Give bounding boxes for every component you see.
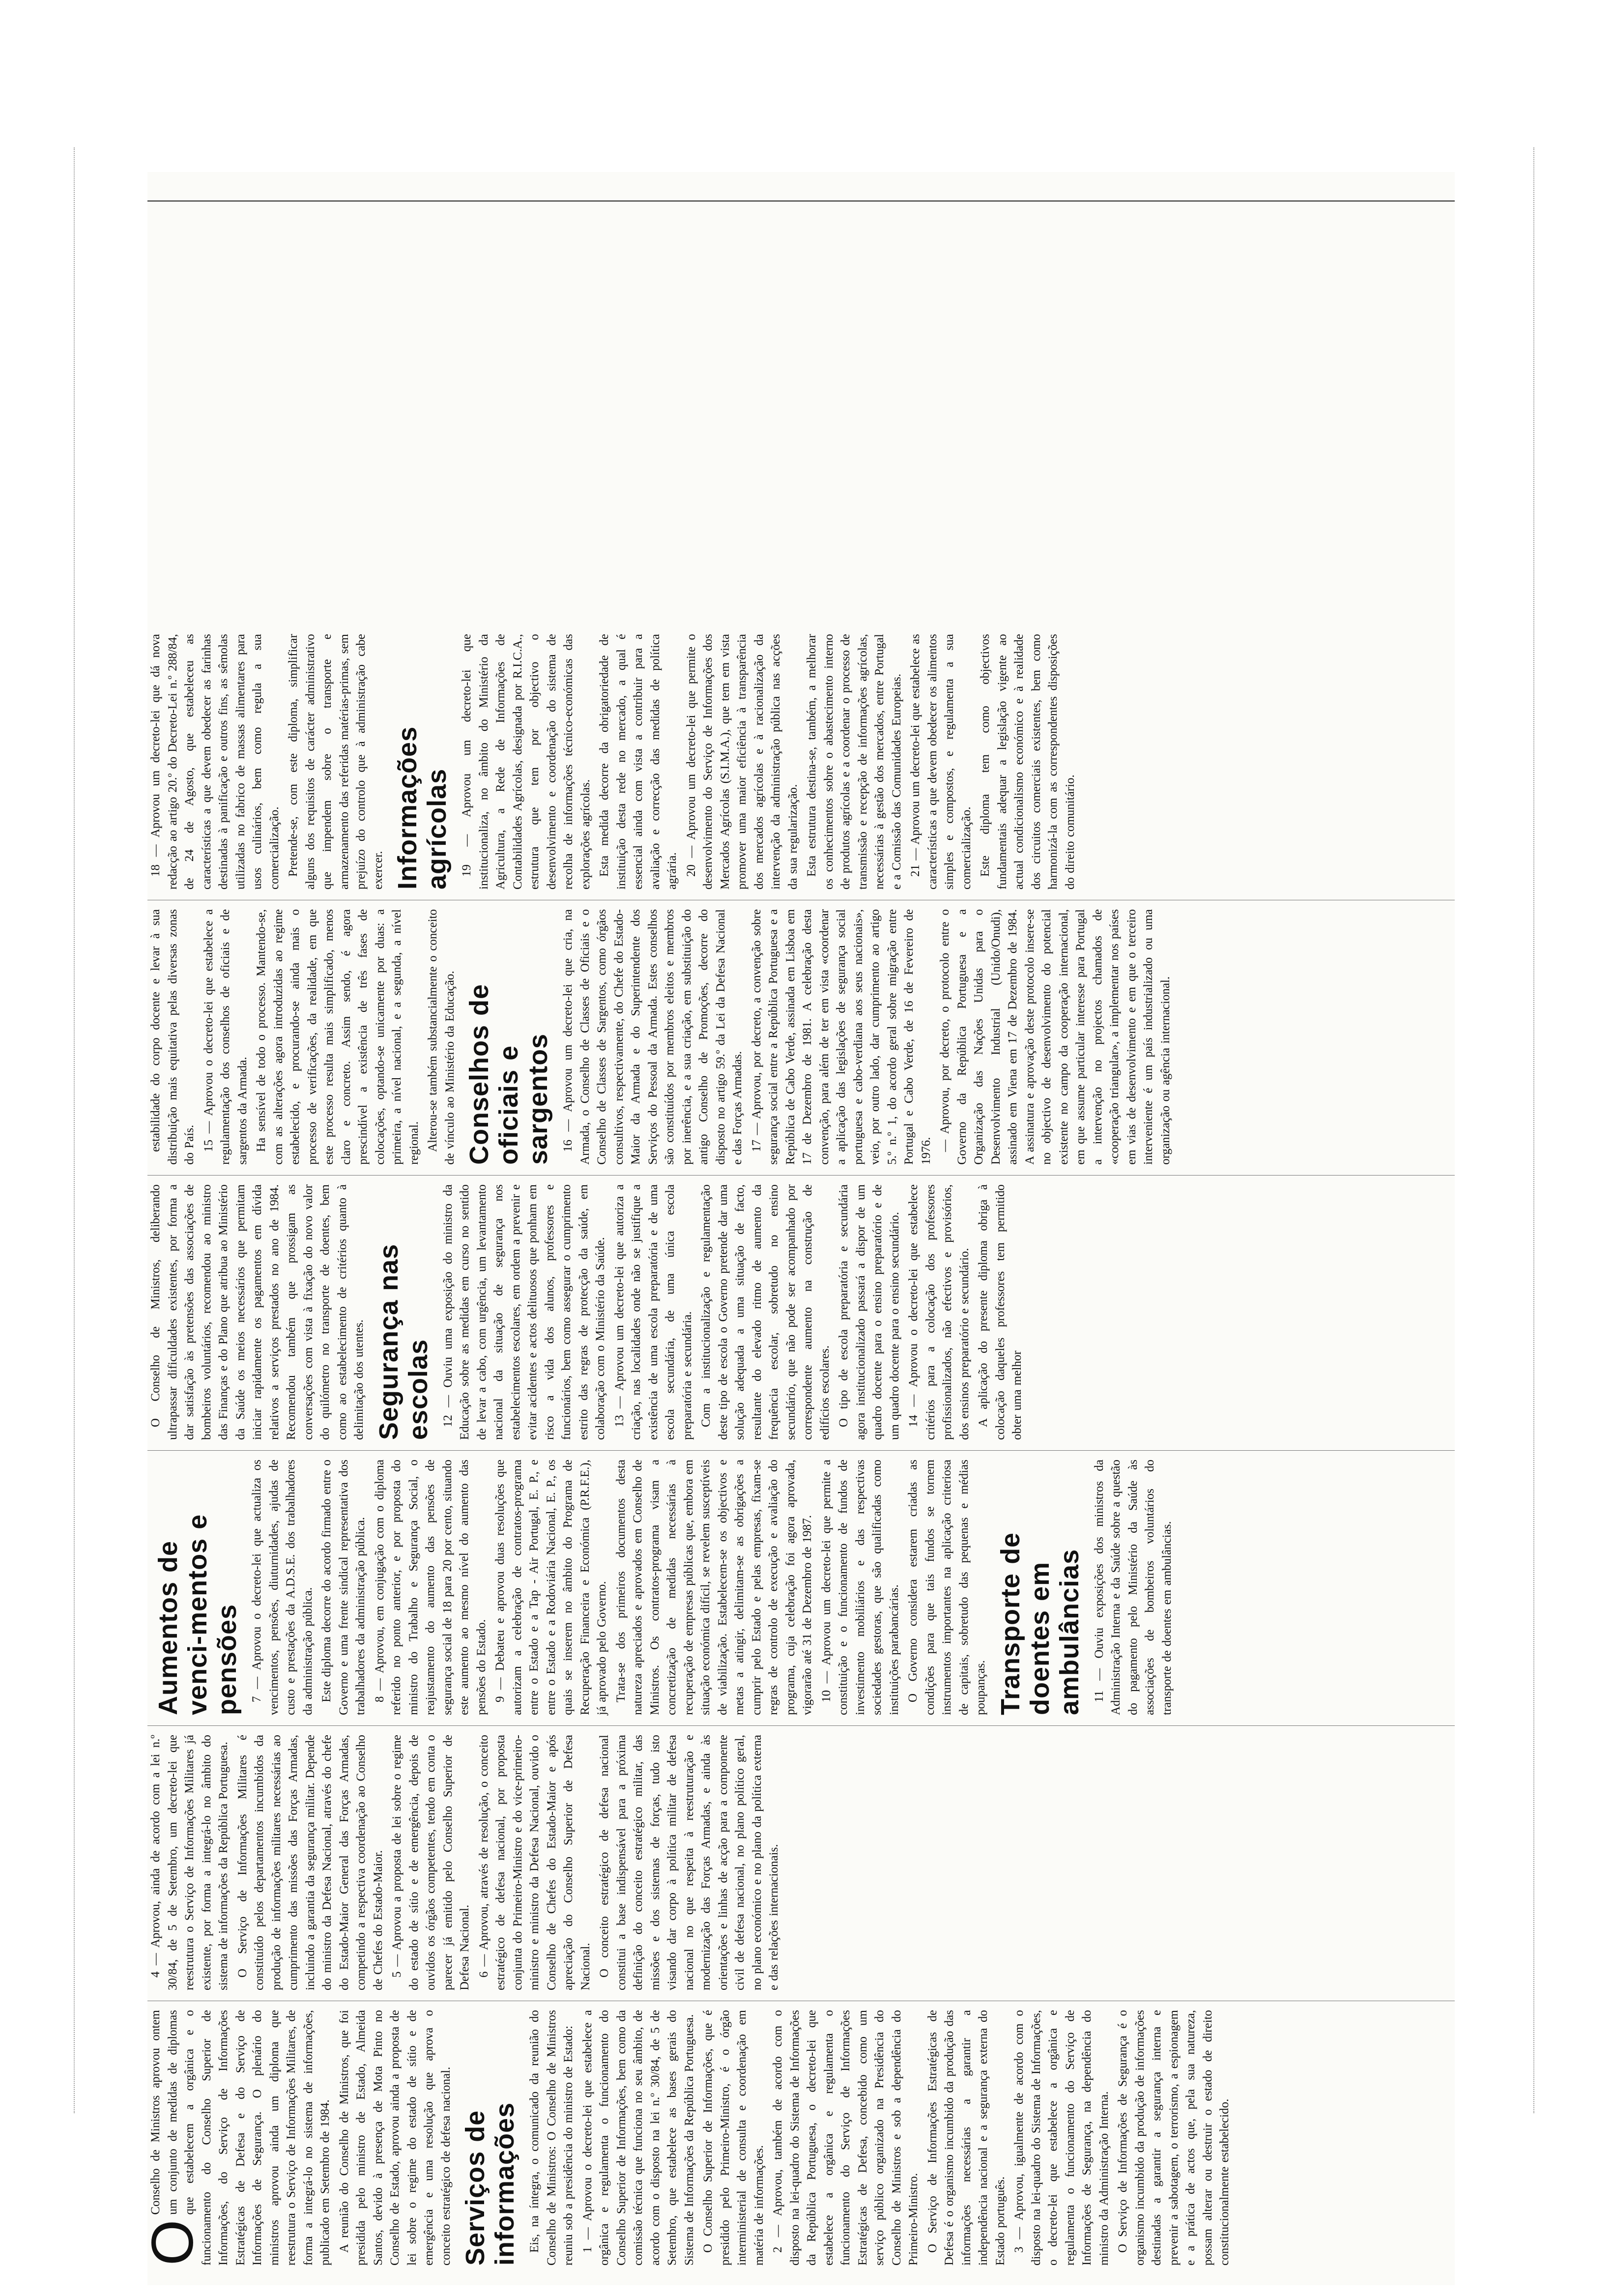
section-heading: Segurança nas escolas (374, 1243, 433, 1440)
article-paragraph: O Serviço de Informações Estratégicas de Defesa é o organismo incumbido da produção das informações necessárias a garantir a independência nacional e a segurança externa do Estado português. (925, 2010, 1007, 2266)
article-paragraph: 12 — Ouviu uma exposição do ministro da Educação sobre as medidas em curso no sentido de levar a cabo, com urgência, um levantamento nacional da situação de segurança nos estabelecimentos escolares, em ordem a prevenir e evitar acidentes e actos delituosos que ponham em risco a vida dos alunos, professores e funcionários, bem como assegurar o cumprimento estrito das regras de protecção da saúde, em colaboração com o Ministério da Saúde. (441, 1184, 607, 1440)
article-paragraph: 19 — Aprovou um decreto-lei que institucionaliza, no âmbito do Ministério da Agricultura, a Rede de Informações de Contabilidades Agrícolas, designada por R.I.C.A., estrutura que tem por objectivo o desenvolvimento e coordenação do sistema de recolha de informações técnico-económicas das explorações agrícolas. (460, 634, 592, 890)
article-paragraph: 8 — Aprovou, em conjugação com o diploma referido no ponto anterior, e por proposta do ministro do Trabalho e Segurança Social, o reajustamento do aumento das pensões de segurança social de 18 para 20 por cento, situando este aumento ao mesmo nível do aumento das pensões do Estado. (373, 1460, 488, 1715)
article-paragraph: 11 — Ouviu exposições dos ministros da Administração Interna e da Saúde sobre a questão do pagamento pelo Ministério da Saúde às associações de bombeiros voluntários do transporte de doentes em ambulâncias. (1092, 1460, 1174, 1715)
article-paragraph: 7 — Aprovou o decreto-lei que actualiza os vencimentos, pensões, diuturnidades, ajudas de custo e prestações da A.D.S.E. dos trabalhadores da administração pública. (250, 1460, 315, 1715)
article-paragraph: 10 — Aprovou um decreto-lei que permite a constituição e o funcionamento de fundos de investimento mobiliários e das respectivas sociedades gestoras, que são qualificadas como instituições parabancárias. (819, 1460, 901, 1715)
section-heading: Informações agrícolas (393, 726, 452, 890)
article-column-6 (147, 634, 1455, 890)
article-paragraph: O Conselho Superior de Informações, que é presidido pelo Primeiro-Ministro, é o órgão interministerial de consulta e coordenação em matéria de informações. (701, 2010, 766, 2266)
section-heading: Serviços de informações (461, 2102, 519, 2266)
article-paragraph: O Governo considera estarem criadas as condições para que tais fundos se tornem instrumentos importantes na aplicação criteriosa de capitais, sobretudo das pequenas e médias poupanças. (906, 1460, 987, 1715)
article-column-5 (147, 909, 1455, 1165)
article-paragraph: Ha sensível de todo o processo. Mantendo-se, com as alterações agora introduzidas ao regime estabelecido, e procurando-se ainda mais o processo de verificações, da realidade, em que este processo resulta mais simplificado, menos claro e concreto. Assim sendo, é agora prescindível a existência de três fases de colocações, optando-se unicamente por duas: a primeira, a nível nacional, e a segunda, a nível regional. (255, 909, 421, 1165)
article-paragraph: 14 — Aprovou o decreto-lei que estabelece critérios para a colocação dos professores profissionalizados, não efectivos e provisórios, dos ensinos preparatório e secundário. (907, 1184, 971, 1440)
section-heading: Conselhos de oficiais e sargentos (464, 983, 553, 1165)
article-paragraph: Conselho de Ministros aprovou ontem um conjunto de medidas de diplomas que estabelecem a orgânica e o funcionamento do Conselho Superior de Informações, do Serviço de Informações Estratégicas de Defesa e do Serviço de Informações de Segurança. O plenário do ministros aprovou ainda um diploma que reestrutura o Serviço de Informações Militares, de forma a integrá-lo no sistema de informações, publicado em Setembro de 1984. (149, 2010, 332, 2266)
article-paragraph: Alterou-se também substancialmente o conceito de vínculo ao Ministério da Educação. (426, 909, 457, 1165)
article-paragraph: 21 — Aprovou um decreto-lei que estabelece as características a que devem obedecer os alimentos simples e compostos, e regulamenta a sua comercialização. (909, 634, 973, 890)
newspaper-clipping (140, 172, 1455, 2285)
article-paragraph: Esta estrutura destina-se, também, a melhorar os conhecimentos sobre o abastecimento interno de produtos agrícolas e a coordenar o processo de transmissão e recepção de informações agrícolas, necessárias à gestão dos mercados, entre Portugal e a Comissão das Comunidades Europeias. (805, 634, 903, 890)
article-column-2 (147, 1735, 1455, 1990)
article-paragraph: 1 — Aprovou o decreto-lei que estabelece a orgânica e regulamenta o funcionamento do Conselho Superior de Informações, bem como da comissão técnica que funciona no seu âmbito, de acordo com o disposto na lei n.º 30/84, de 5 de Setembro, que estabelece as bases gerais do Sistema de Informações da República Portuguesa. (580, 2010, 696, 2266)
article-paragraph: O Conselho de Ministros, deliberando ultrapassar dificuldades existentes, por forma a dar satisfação às pretensões das associações de bombeiros voluntários, recomendou ao ministro das Finanças e do Plano que atribua ao Ministério da Saúde os meios necessários que permitam iniciar rapidamente os pagamentos em dívida relativos a serviços prestados no ano de 1984. Recomendou também que prossigam as conversações com vista à fixação do novo valor do quilómetro no transporte de doentes, bem como ao estabelecimento de critérios quanto à delimitação dos utentes. (149, 1184, 366, 1440)
column-rule (147, 1725, 1455, 1726)
article-paragraph: 3 — Aprovou, igualmente de acordo com o disposto na lei-quadro do Sistema de Informações, o decreto-lei que estabelece a orgânica e regulamenta o funcionamento do Serviço de Informações de Segurança, na dependência do ministro da Administração Interna. (1012, 2010, 1111, 2266)
article-paragraph: Com a institucionalização e regulamentação deste tipo de escola o Governo pretende dar uma solução adequada a uma situação de facto, resultante do elevado ritmo de aumento da frequência escolar, sobretudo no ensino secundário, que não pode ser acompanhado por correspondente aumento na construção de edifícios escolares. (699, 1184, 832, 1440)
column-rule (147, 1175, 1455, 1176)
article-paragraph: 18 — Aprovou um decreto-lei que dá nova redacção ao artigo 20.º do Decreto-Lei n.º 288/84, de 24 de Agosto, que estabeleceu as características a que devem obedecer as farinhas destinadas à panificação e outros fins, as sêmolas utilizadas no fabrico de massas alimentares para usos culinários, bem como regula a sua comercialização. (149, 634, 281, 890)
article-paragraph: O Serviço de Informações Militares é constituído pelos departamentos incumbidos da produção de informações militares necessárias ao cumprimento das missões das Forças Armadas, incluindo a garantia da segurança militar. Depende do ministro da Defesa Nacional, através do chefe do Estado-Maior General das Forças Armadas, competindo a respectiva coordenação ao Conselho de Chefes do Estado-Maior. (235, 1735, 385, 1990)
article-paragraph: O conceito estratégico de defesa nacional constitui a base indispensável para a próxima definição do conceito estratégico militar, das missões e dos sistemas de forças, tudo isto visando dar corpo à política militar de defesa nacional no que respeita à reestruturação e modernização das Forças Armadas, e ainda às orientações e linhas de acção para a componente civil de defesa nacional, no plano político geral, no plano económico e no plano da política externa e das relações internacionais. (598, 1735, 780, 1990)
article-paragraph: Este diploma tem como objectivos fundamentais adequar a legislação vigente ao actual condicionalismo económico e à realidade dos circuitos comerciais existentes, bem como harmonizá-la com as correspondentes disposições do direito comunitário. (979, 634, 1077, 890)
right-margin-fold-dots (1533, 147, 1543, 2113)
article-paragraph: A reunião do Conselho de Ministros, que foi presidida pelo ministro de Estado, Almeida Santos, devido à presença de Mota Pinto no Conselho de Estado, aprovou ainda a proposta de lei sobre o regime do estado de sítio e de emergência e uma resolução que aprova o conceito estratégico de defesa nacional. (337, 2010, 453, 2266)
article-paragraph: — Aprovou, por decreto, o protocolo entre o Governo da República Portuguesa e a Organização das Nações Unidas para o Desenvolvimento Industrial (Unido/Onudi), assinado em Viena em 17 de Dezembro de 1984. A assinatura e aprovação deste protocolo insere-se no objectivo de desenvolvimento do potencial existente no campo da cooperação internacional, em que assume particular interesse para Portugal a intervenção no projectos chamados de «cooperação triangular», a implementar nos países em vias de desenvolvimento e em que o terceiro interveniente é um país industrializado ou uma organização ou agência internacional. (938, 909, 1172, 1165)
article-paragraph: 17 — Aprovou, por decreto, a convenção sobre segurança social entre a República Portuguesa e a República de Cabo Verde, assinada em Lisboa em 17 de Dezembro de 1981. A celebração desta convenção, para além de ter em vista «coordenar a aplicação das legislações de segurança social portuguesa e cabo-verdiana aos seus nacionais», veio, por outro lado, dar cumprimento ao artigo 5.º n.º 1, do acordo geral sobre migração entre Portugal e Cabo Verde, de 16 de Fevereiro de 1976. (749, 909, 933, 1165)
article-paragraph: O Serviço de Informações de Segurança é o organismo incumbido da produção de informações destinadas a garantir a segurança interna e prevenir a sabotagem, o terrorismo, a espionagem e a prática de actos que, pela sua natureza, possam alterar ou destruir o estado de direito constitucionalmente estabelecido. (1116, 2010, 1231, 2266)
article-paragraph: 2 — Aprovou, também de acordo com o disposto na lei-quadro do Sistema de Informações da República Portuguesa, o decreto-lei que estabelece a orgânica e regulamenta o funcionamento do Serviço de Informações Estratégicas de Defesa, concebido como um serviço público organizado na Presidência do Conselho de Ministros e sob a dependência do Primeiro-Ministro. (771, 2010, 920, 2266)
article-column-1 (140, 2010, 1455, 2266)
article-paragraph: Eis, na íntegra, o comunicado da reunião do Conselho de Ministros: O Conselho de Ministros reuniu sob a presidência do ministro de Estado: (528, 2010, 575, 2266)
article-paragraph: A aplicação do presente diploma obriga à colocação daqueles professores tem permitido obter uma melhor (977, 1184, 1024, 1440)
article-paragraph: Esta medida decorre da obrigatoriedade de instituição desta rede no mercado, a qual é essencial ainda com vista a contribuir para a avaliação e correcção das medidas de política agrária. (598, 634, 679, 890)
left-margin-fold-dots (74, 147, 84, 2113)
article-paragraph: 4 — Aprovou, ainda de acordo com a lei n.º 30/84, de 5 de Setembro, um decreto-lei que reestrutura o Serviço de Informações Militares já existente, por forma a integrá-lo no âmbito do sistema de informações da República Portuguesa. (149, 1735, 230, 1990)
article-paragraph: 15 — Aprovou o decreto-lei que estabelece a regulamentação dos conselhos de oficiais e de sargentos da Armada. (202, 909, 249, 1165)
article-column-3 (147, 1460, 1455, 1715)
article-paragraph: 20 — Aprovou um decreto-lei que permite o desenvolvimento do Serviço de Informações dos Mercados Agrícolas (S.I.M.A.), que tem em vista promover uma maior eficiência à transparência dos mercados agrícolas e à racionalização da intervenção da administração pública nas acções da sua regularização. (684, 634, 800, 890)
section-heading: Transporte de doentes em ambulâncias (995, 1532, 1084, 1715)
column-rule (147, 1450, 1455, 1451)
article-paragraph: 5 — Aprovou a proposta de lei sobre o regime do estado de sítio e de emergência, depois de ouvidos os órgãos competentes, tendo em conta o parecer já emitido pelo Conselho Superior de Defesa Nacional. (390, 1735, 471, 1990)
article-paragraph: 9 — Debateu e aprovou duas resoluções que autorizam a celebração de contratos-programa entre o Estado e a Tap - Air Portugal, E. P., e entre o Estado e a Rodoviária Nacional, E. P., os quais se inserem no âmbito do Programa de Recuperação Financeira e Económica (P.R.F.E.), já aprovado pelo Governo. (493, 1460, 608, 1715)
article-paragraph: O tipo de escola preparatória e secundária agora institucionalizado passará a dispor de um quadro docente para o ensino preparatório e de um quadro docente para o ensino secundário. (837, 1184, 901, 1440)
article-paragraph: 6 — Aprovou, através de resolução, o conceito estratégico de defesa nacional, por proposta conjunta do Primeiro-Ministro e do vice-primeiro-ministro e ministro da Defesa Nacional, ouvido o Conselho de Chefes do Estado-Maior e após apreciação do Conselho Superior de Defesa Nacional. (477, 1735, 592, 1990)
article-paragraph: Pretende-se, com este diploma, simplificar alguns dos requisitos de carácter administrativo que impendem sobre o transporte e armazenamento das referidas matérias-primas, sem prejuízo do controlo que à administração cabe exercer. (287, 634, 385, 890)
drop-cap: O (140, 2219, 205, 2266)
article-paragraph: estabilidade do corpo docente e levar à sua distribuição mais equitativa pelas diversas zonas do País. (149, 909, 196, 1165)
article-paragraph: Trata-se dos primeiros documentos desta natureza apreciados e aprovados em Conselho de Ministros. Os contratos-programa visam a concretização de medidas necessárias à recuperação de empresas públicas que, embora em situação económica difícil, se revelem susceptíveis de viabilização. Estabelecem-se os objectivos e metas a atingir, delimitam-se as obrigações a cumprir pelo Estado e pelas empresas, fixam-se regras de controlo de execução e avaliação do programa, cuja celebração foi agora aprovada, vigorarão até 31 de Dezembro de 1987. (614, 1460, 814, 1715)
article-paragraph: 16 — Aprovou um decreto-lei que cria, na Armada, o Conselho de Classes de Oficiais e o Conselho de Classes de Sargentos, como órgãos consultivos, respectivamente, do Chefe do Estado-Maior da Armada e do Superintendente dos Serviços do Pessoal da Armada. Estes conselhos são constituídos por membros eleitos e membros por inerência, e a sua criação, em substituição do antigo Conselho de Promoções, decorre do disposto no artigo 59.º da Lei da Defesa Nacional e das Forças Armadas. (561, 909, 744, 1165)
article-paragraph: 13 — Aprovou um decreto-lei que autoriza a criação, nas localidades onde não se justifique a existência de uma escola preparatória e de uma escola secundária, de uma única escola preparatória e secundária. (612, 1184, 694, 1440)
article-column-4 (147, 1184, 1455, 1440)
article-paragraph: Este diploma decorre do acordo firmado entre o Governo e uma frente sindical representativa dos trabalhadores da administração pública. (320, 1460, 367, 1715)
section-heading: Aumentos de venci-mentos e pensões (153, 1514, 242, 1715)
